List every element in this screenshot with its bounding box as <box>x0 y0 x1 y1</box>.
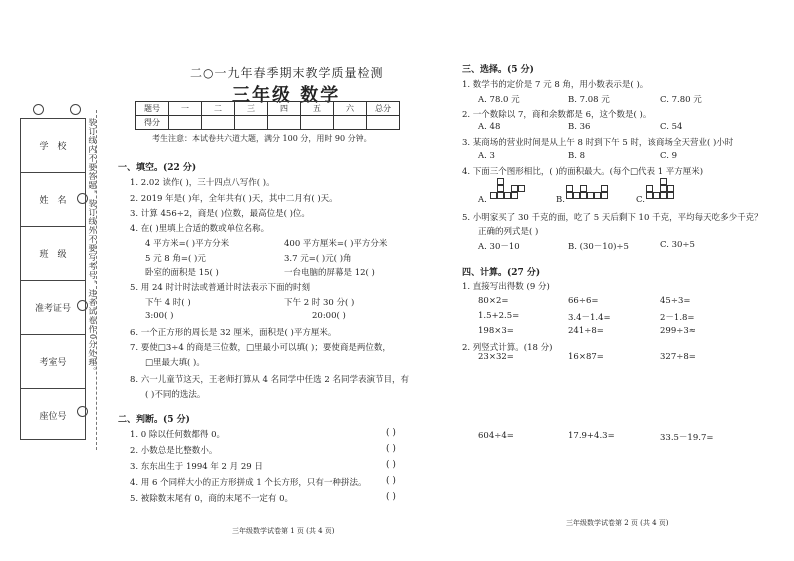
section3-title: 三、选择。(5 分) <box>462 65 534 75</box>
judge-item: 4. 用 6 个同样大小的正方形拼成 1 个长方形，只有一种拼法。 <box>130 478 367 488</box>
calc-item: 241÷8= <box>568 326 604 336</box>
question: 4 平方米=( )平方分米 <box>145 239 230 249</box>
score-cell[interactable] <box>169 116 202 130</box>
calc-item: 2－1.8= <box>660 313 695 323</box>
choice-option: C. 30÷5 <box>660 240 695 250</box>
field-seat[interactable]: 座位号 <box>39 412 67 422</box>
calc-item: 198×3= <box>478 326 514 336</box>
question: 3. 计算 456÷2，商是( )位数，最高位是( )位。 <box>130 209 310 219</box>
section2-title: 二、判断。(5 分) <box>118 415 190 425</box>
score-cell[interactable] <box>301 116 334 130</box>
choice-question: 2. 一个数除以 7，商和余数都是 6，这个数是( )。 <box>462 110 652 120</box>
question: 下午 4 时( ) <box>145 298 191 308</box>
score-header: 一 <box>169 102 202 116</box>
score-table <box>135 101 400 130</box>
choice-question: 3. 某商场的营业时间是从上午 8 时到下午 5 时，该商场全天营业( )小时 <box>462 138 734 148</box>
binding-note: 装订线内不要答题，装订线外不要写考号，违者试卷作0分处理。 <box>88 118 97 377</box>
choice-option: B. <box>556 195 565 205</box>
score-header: 二 <box>202 102 235 116</box>
field-exam-room[interactable]: 考室号 <box>21 335 85 389</box>
choice-option: A. 48 <box>478 122 501 132</box>
calc-item: 33.5－19.7= <box>660 433 714 443</box>
question: 一台电脑的屏幕是 12( ) <box>284 268 375 278</box>
question: 8. 六一儿童节这天，王老师打算从 4 名同学中任选 2 名同学表演节目，有 <box>130 375 409 385</box>
judge-item: 5. 被除数末尾有 0，商的末尾不一定有 0。 <box>130 494 294 504</box>
exam-notice: 考生注意：本试卷共六道大题，满分 100 分，用时 90 分钟。 <box>152 134 372 143</box>
calc-item: 16×87= <box>568 352 604 362</box>
exam-subject: 三年级 数学 <box>232 85 341 106</box>
score-header: 六 <box>334 102 367 116</box>
field-exam-id[interactable]: 准考证号 <box>21 281 85 335</box>
choice-option: C. 9 <box>660 151 678 161</box>
exam-title: 二○一九年春季期末教学质量检测 <box>190 66 384 80</box>
calc-item: 3.4－1.4= <box>568 313 611 323</box>
field-school[interactable]: 学 校 <box>21 119 85 173</box>
question: ( )不同的选法。 <box>145 390 206 400</box>
calc-item: 45÷3= <box>660 296 691 306</box>
choice-option: C. 54 <box>660 122 683 132</box>
calc-item: 327÷8= <box>660 352 696 362</box>
question: 400 平方厘米=( )平方分米 <box>284 239 388 249</box>
question: 卧室的面积是 15( ) <box>145 268 219 278</box>
answer-paren[interactable]: ( ) <box>386 460 396 470</box>
choice-option: A. 30－10 <box>478 242 520 252</box>
subsection-title: 1. 直接写出得数 (9 分) <box>462 282 550 292</box>
choice-option: C. 7.80 元 <box>660 95 702 105</box>
question: 7. 要使□3÷4 的商是三位数，□里最小可以填( )；要使商是两位数， <box>130 343 391 353</box>
score-label: 得分 <box>136 116 169 130</box>
choice-option: B. (30－10)÷5 <box>568 242 629 252</box>
calc-item: 17.9+4.3= <box>568 431 615 441</box>
page-footer-left: 三年级数学试卷第 1 页 (共 4 页) <box>232 527 335 535</box>
judge-item: 1. 0 除以任何数都得 0。 <box>130 430 226 440</box>
section1-title: 一、填空。(22 分) <box>118 163 197 173</box>
score-header: 总分 <box>367 102 400 116</box>
answer-paren[interactable]: ( ) <box>386 428 396 438</box>
score-header: 四 <box>268 102 301 116</box>
score-cell[interactable] <box>268 116 301 130</box>
calc-item: 23×32= <box>478 352 514 362</box>
answer-paren[interactable]: ( ) <box>386 492 396 502</box>
score-cell[interactable] <box>235 116 268 130</box>
choice-question: 正确的列式是( ) <box>478 227 539 237</box>
binding-hole <box>70 104 81 115</box>
section4-title: 四、计算。(27 分) <box>462 268 541 278</box>
choice-option: A. 3 <box>478 151 495 161</box>
choice-option: A. 78.0 元 <box>478 95 520 105</box>
question: 下午 2 时 30 分( ) <box>284 298 355 308</box>
choice-question: 5. 小明家买了 30 千克的面，吃了 5 天后剩下 10 千克，平均每天吃多少千克？ <box>462 213 763 223</box>
score-header: 三 <box>235 102 268 116</box>
question: 2. 2019 年是( )年，全年共有( )天，其中二月有( )天。 <box>130 194 338 204</box>
choice-option: C. <box>636 195 645 205</box>
question: 4. 在( )里填上合适的数或单位名称。 <box>130 224 270 234</box>
judge-item: 3. 东东出生于 1994 年 2 月 29 日 <box>130 462 263 472</box>
calc-item: 66÷6= <box>568 296 599 306</box>
choice-option: B. 7.08 元 <box>568 95 610 105</box>
score-cell[interactable] <box>367 116 400 130</box>
answer-paren[interactable]: ( ) <box>386 444 396 454</box>
judge-item: 2. 小数总是比整数小。 <box>130 446 218 456</box>
score-header: 题号 <box>136 102 169 116</box>
question: 5. 用 24 时计时法或普通计时法表示下面的时刻 <box>130 283 311 293</box>
calc-item: 604÷4= <box>478 431 514 441</box>
binding-hole <box>33 104 44 115</box>
question: 1. 2.02 读作( )，三十四点八写作( )。 <box>130 178 275 188</box>
question: □里最大填( )。 <box>145 358 205 368</box>
score-header: 五 <box>301 102 334 116</box>
choice-option: A. <box>478 195 487 205</box>
page-footer-right: 三年级数学试卷第 2 页 (共 4 页) <box>566 519 669 527</box>
field-name[interactable]: 姓 名 <box>21 173 85 227</box>
calc-item: 80×2= <box>478 296 509 306</box>
score-cell[interactable] <box>202 116 235 130</box>
subsection-title: 2. 列竖式计算。(18 分) <box>462 343 553 353</box>
question: 6. 一个正方形的周长是 32 厘米，面积是( )平方厘米。 <box>130 328 337 338</box>
choice-question: 1. 数学书的定价是 7 元 8 角，用小数表示是( )。 <box>462 80 649 90</box>
calc-item: 299÷3≈ <box>660 326 696 336</box>
score-cell[interactable] <box>334 116 367 130</box>
question: 3.7 元=( )元( )角 <box>284 254 352 264</box>
cut-line <box>96 110 97 450</box>
question: 5 元 8 角=( )元 <box>145 254 206 264</box>
choice-option: B. 36 <box>568 122 591 132</box>
calc-item: 1.5+2.5= <box>478 311 520 321</box>
field-class[interactable]: 班 级 <box>21 227 85 281</box>
choice-option: B. 8 <box>568 151 586 161</box>
question: 20:00( ) <box>312 311 346 321</box>
answer-paren[interactable]: ( ) <box>386 476 396 486</box>
question: 3:00( ) <box>145 311 174 321</box>
choice-question: 4. 下面三个图形相比，( )的面积最大。(每个□代表 1 平方厘米) <box>462 167 704 177</box>
